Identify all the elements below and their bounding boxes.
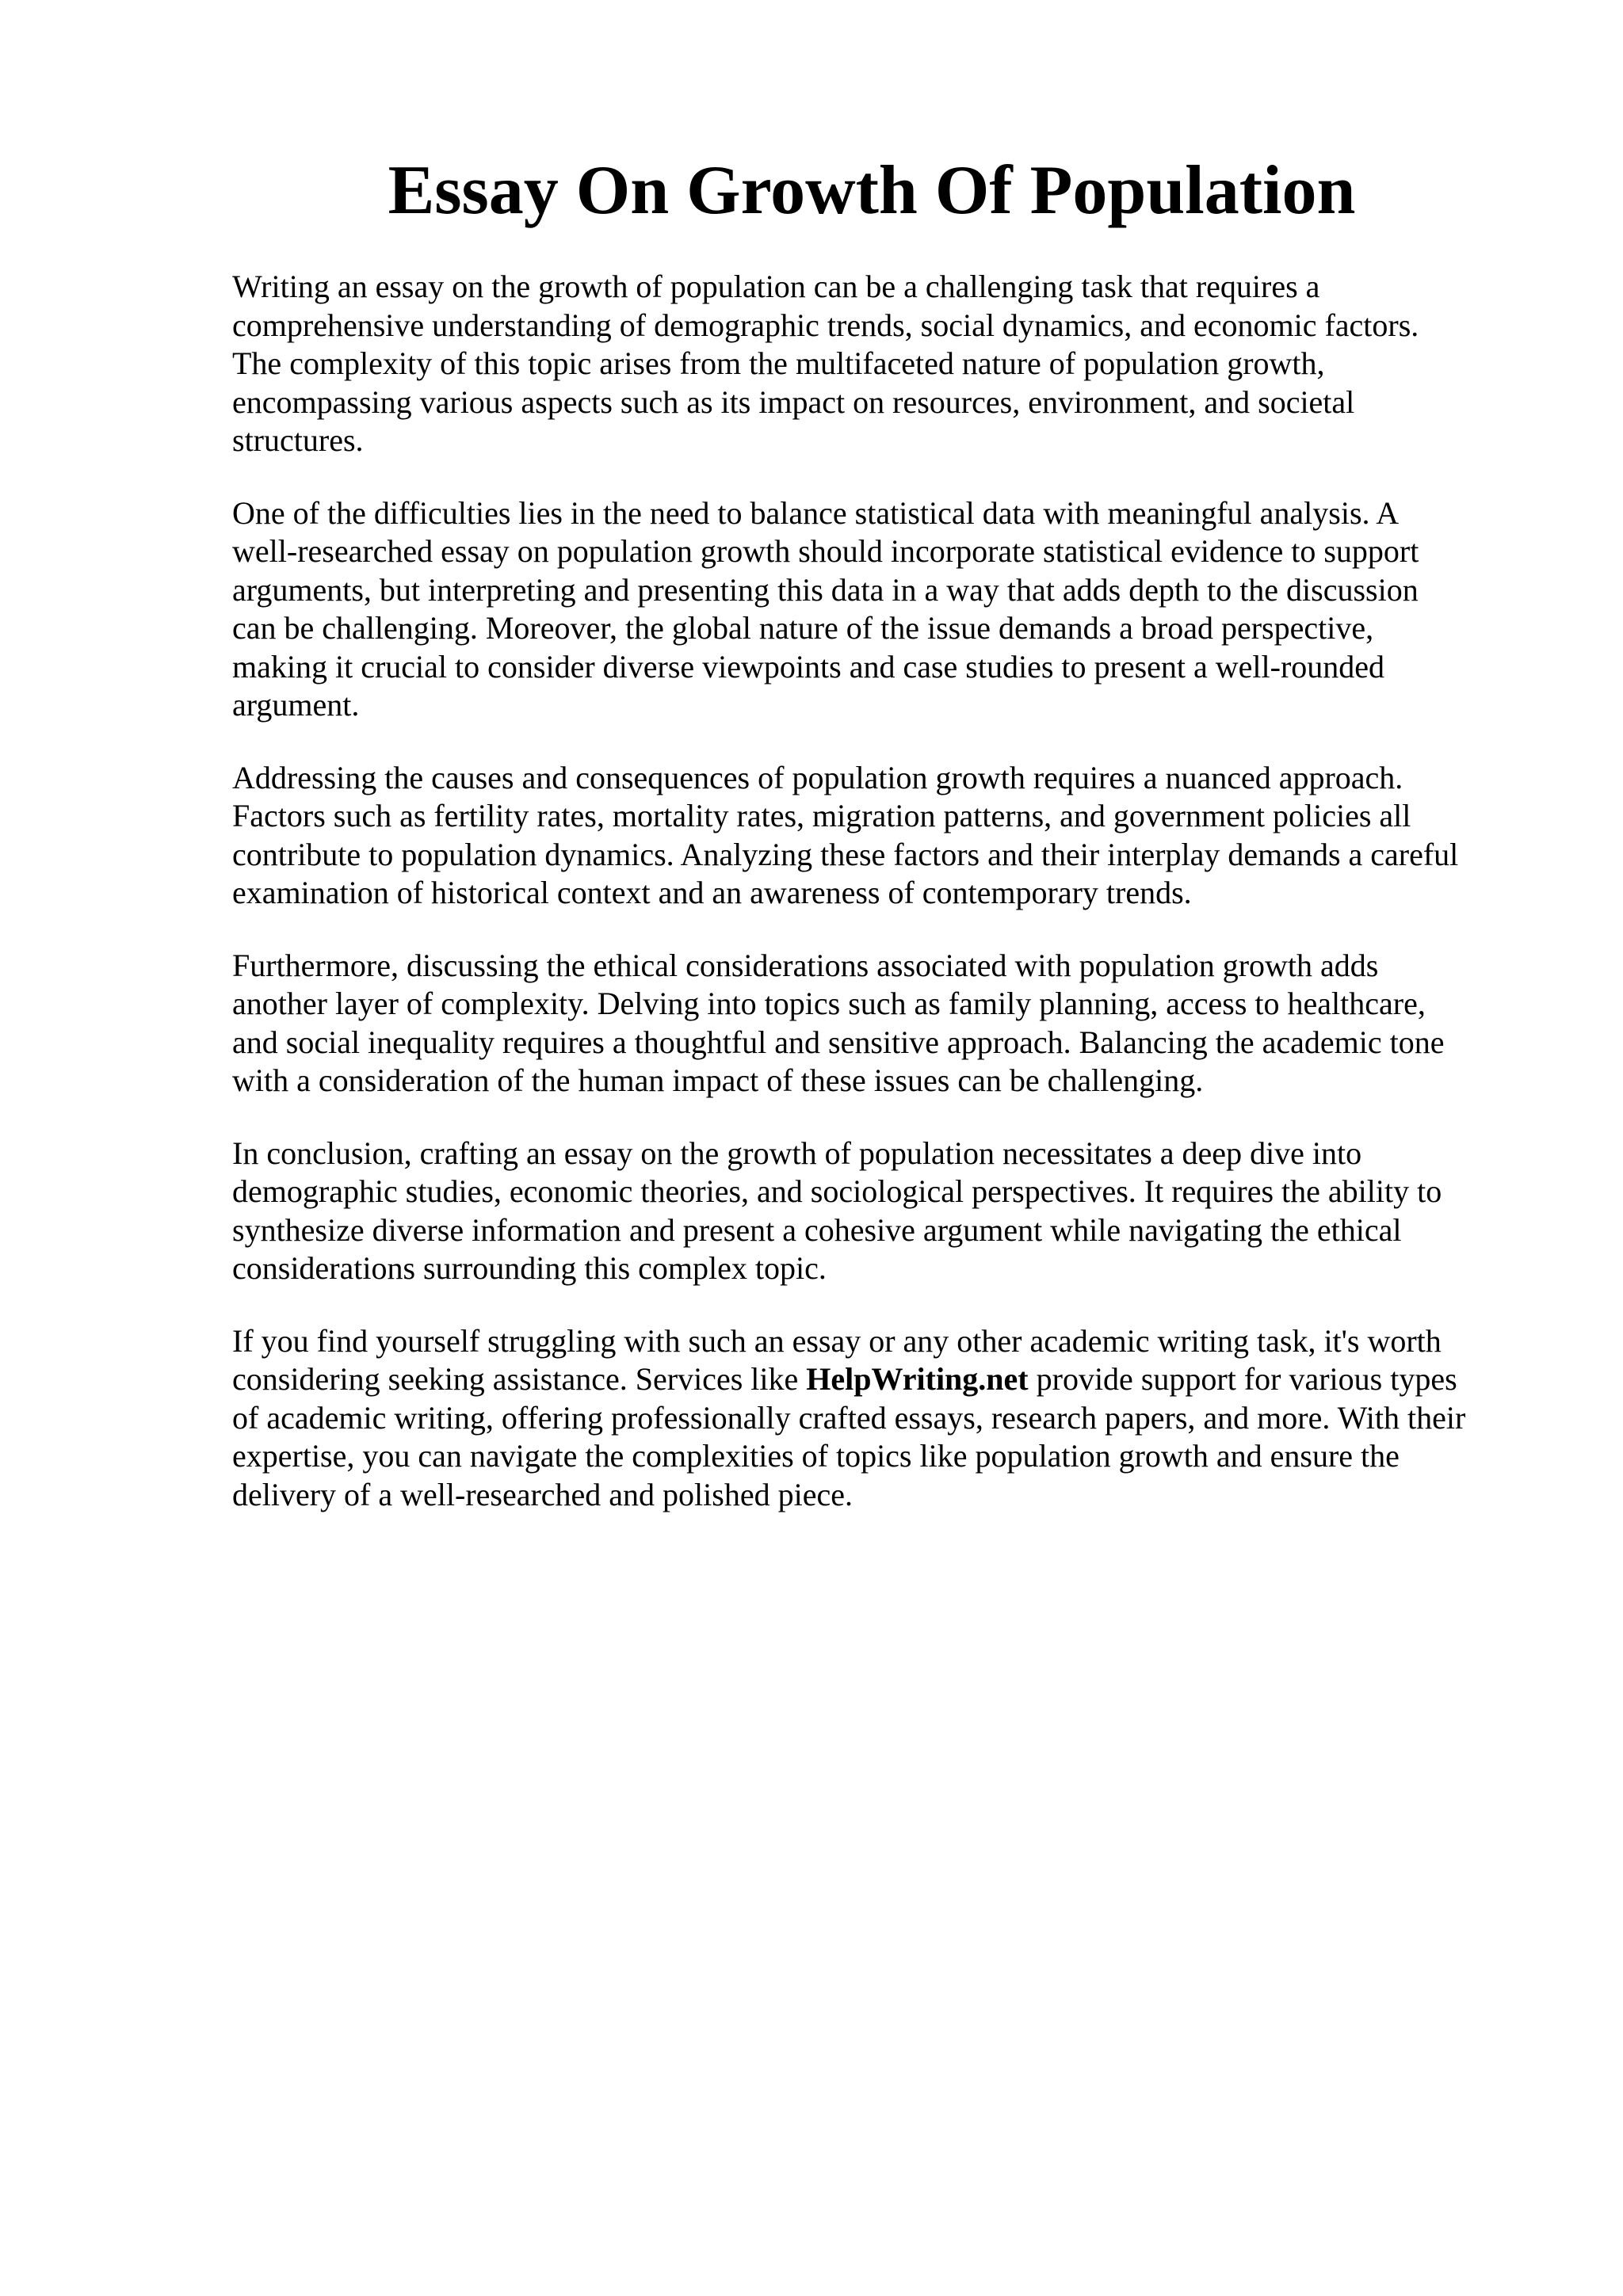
text-line: Factors such as fertility rates, mortality rates, migration patterns, and government policies all xyxy=(232,798,1411,833)
text-line: synthesize diverse information and present a cohesive argument while navigating the ethical xyxy=(232,1211,1402,1248)
text-line: In conclusion, crafting an essay on the growth of population necessitates a deep dive into xyxy=(232,1135,1362,1171)
text-line: Furthermore, discussing the ethical considerations associated with population growth adds xyxy=(232,947,1379,983)
paragraph-3 xyxy=(232,759,1532,913)
text-line: argument. xyxy=(232,687,360,723)
essay-body xyxy=(232,268,1532,1548)
paragraph-2 xyxy=(232,494,1532,725)
text-fragment: considering seeking assistance. Services like xyxy=(232,1361,807,1397)
text-line: can be challenging. Moreover, the global nature of the issue demands a broad perspective, xyxy=(232,610,1374,646)
text-fragment: provide support for various types xyxy=(1028,1361,1457,1397)
text-line: If you find yourself struggling with such an essay or any other academic writing task, it's worth xyxy=(232,1322,1442,1359)
page-title: Essay On Growth Of Population xyxy=(388,152,1356,229)
paragraph-5 xyxy=(232,1135,1532,1288)
text-line: contribute to population dynamics. Analyzing these factors and their interplay demands a careful xyxy=(232,836,1459,872)
text-line: One of the difficulties lies in the need to balance statistical data with meaningful analysis. A xyxy=(232,494,1400,531)
text-line: considerations surrounding this complex topic. xyxy=(232,1250,827,1286)
text-line xyxy=(232,1360,1532,1399)
text-line: Writing an essay on the growth of population can be a challenging task that requires a xyxy=(232,269,1320,304)
text-line: Addressing the causes and consequences of population growth requires a nuanced approach. xyxy=(232,759,1403,795)
text-line: structures. xyxy=(232,422,364,458)
text-line: demographic studies, economic theories, and sociological perspectives. It requires the ability to xyxy=(232,1173,1442,1209)
text-line: of academic writing, offering professionally crafted essays, research papers, and more. With their xyxy=(232,1399,1466,1436)
text-line: arguments, but interpreting and presenting this data in a way that adds depth to the discussion xyxy=(232,571,1419,608)
brand-name: HelpWriting.net xyxy=(806,1361,1029,1397)
text-line: with a consideration of the human impact of these issues can be challenging. xyxy=(232,1062,1204,1098)
paragraph-6 xyxy=(232,1322,1532,1515)
paragraph-1 xyxy=(232,268,1532,460)
text-line: expertise, you can navigate the complexities of topics like population growth and ensure the xyxy=(232,1438,1400,1474)
text-line: making it crucial to consider diverse viewpoints and case studies to present a well-rounded xyxy=(232,648,1385,685)
text-line: encompassing various aspects such as its impact on resources, environment, and societal xyxy=(232,383,1355,420)
text-line: another layer of complexity. Delving into topics such as family planning, access to healthcare, xyxy=(232,986,1426,1021)
text-line: delivery of a well-researched and polished piece. xyxy=(232,1476,853,1512)
paragraph-4 xyxy=(232,947,1532,1100)
text-line: The complexity of this topic arises from the multifaceted nature of population growth, xyxy=(232,345,1325,381)
text-line: well-researched essay on population growth should incorporate statistical evidence to support xyxy=(232,533,1419,569)
text-line: comprehensive understanding of demographic trends, social dynamics, and economic factors. xyxy=(232,307,1419,343)
text-line: and social inequality requires a thoughtful and sensitive approach. Balancing the academic tone xyxy=(232,1024,1445,1060)
text-line: examination of historical context and an awareness of contemporary trends. xyxy=(232,875,1192,910)
